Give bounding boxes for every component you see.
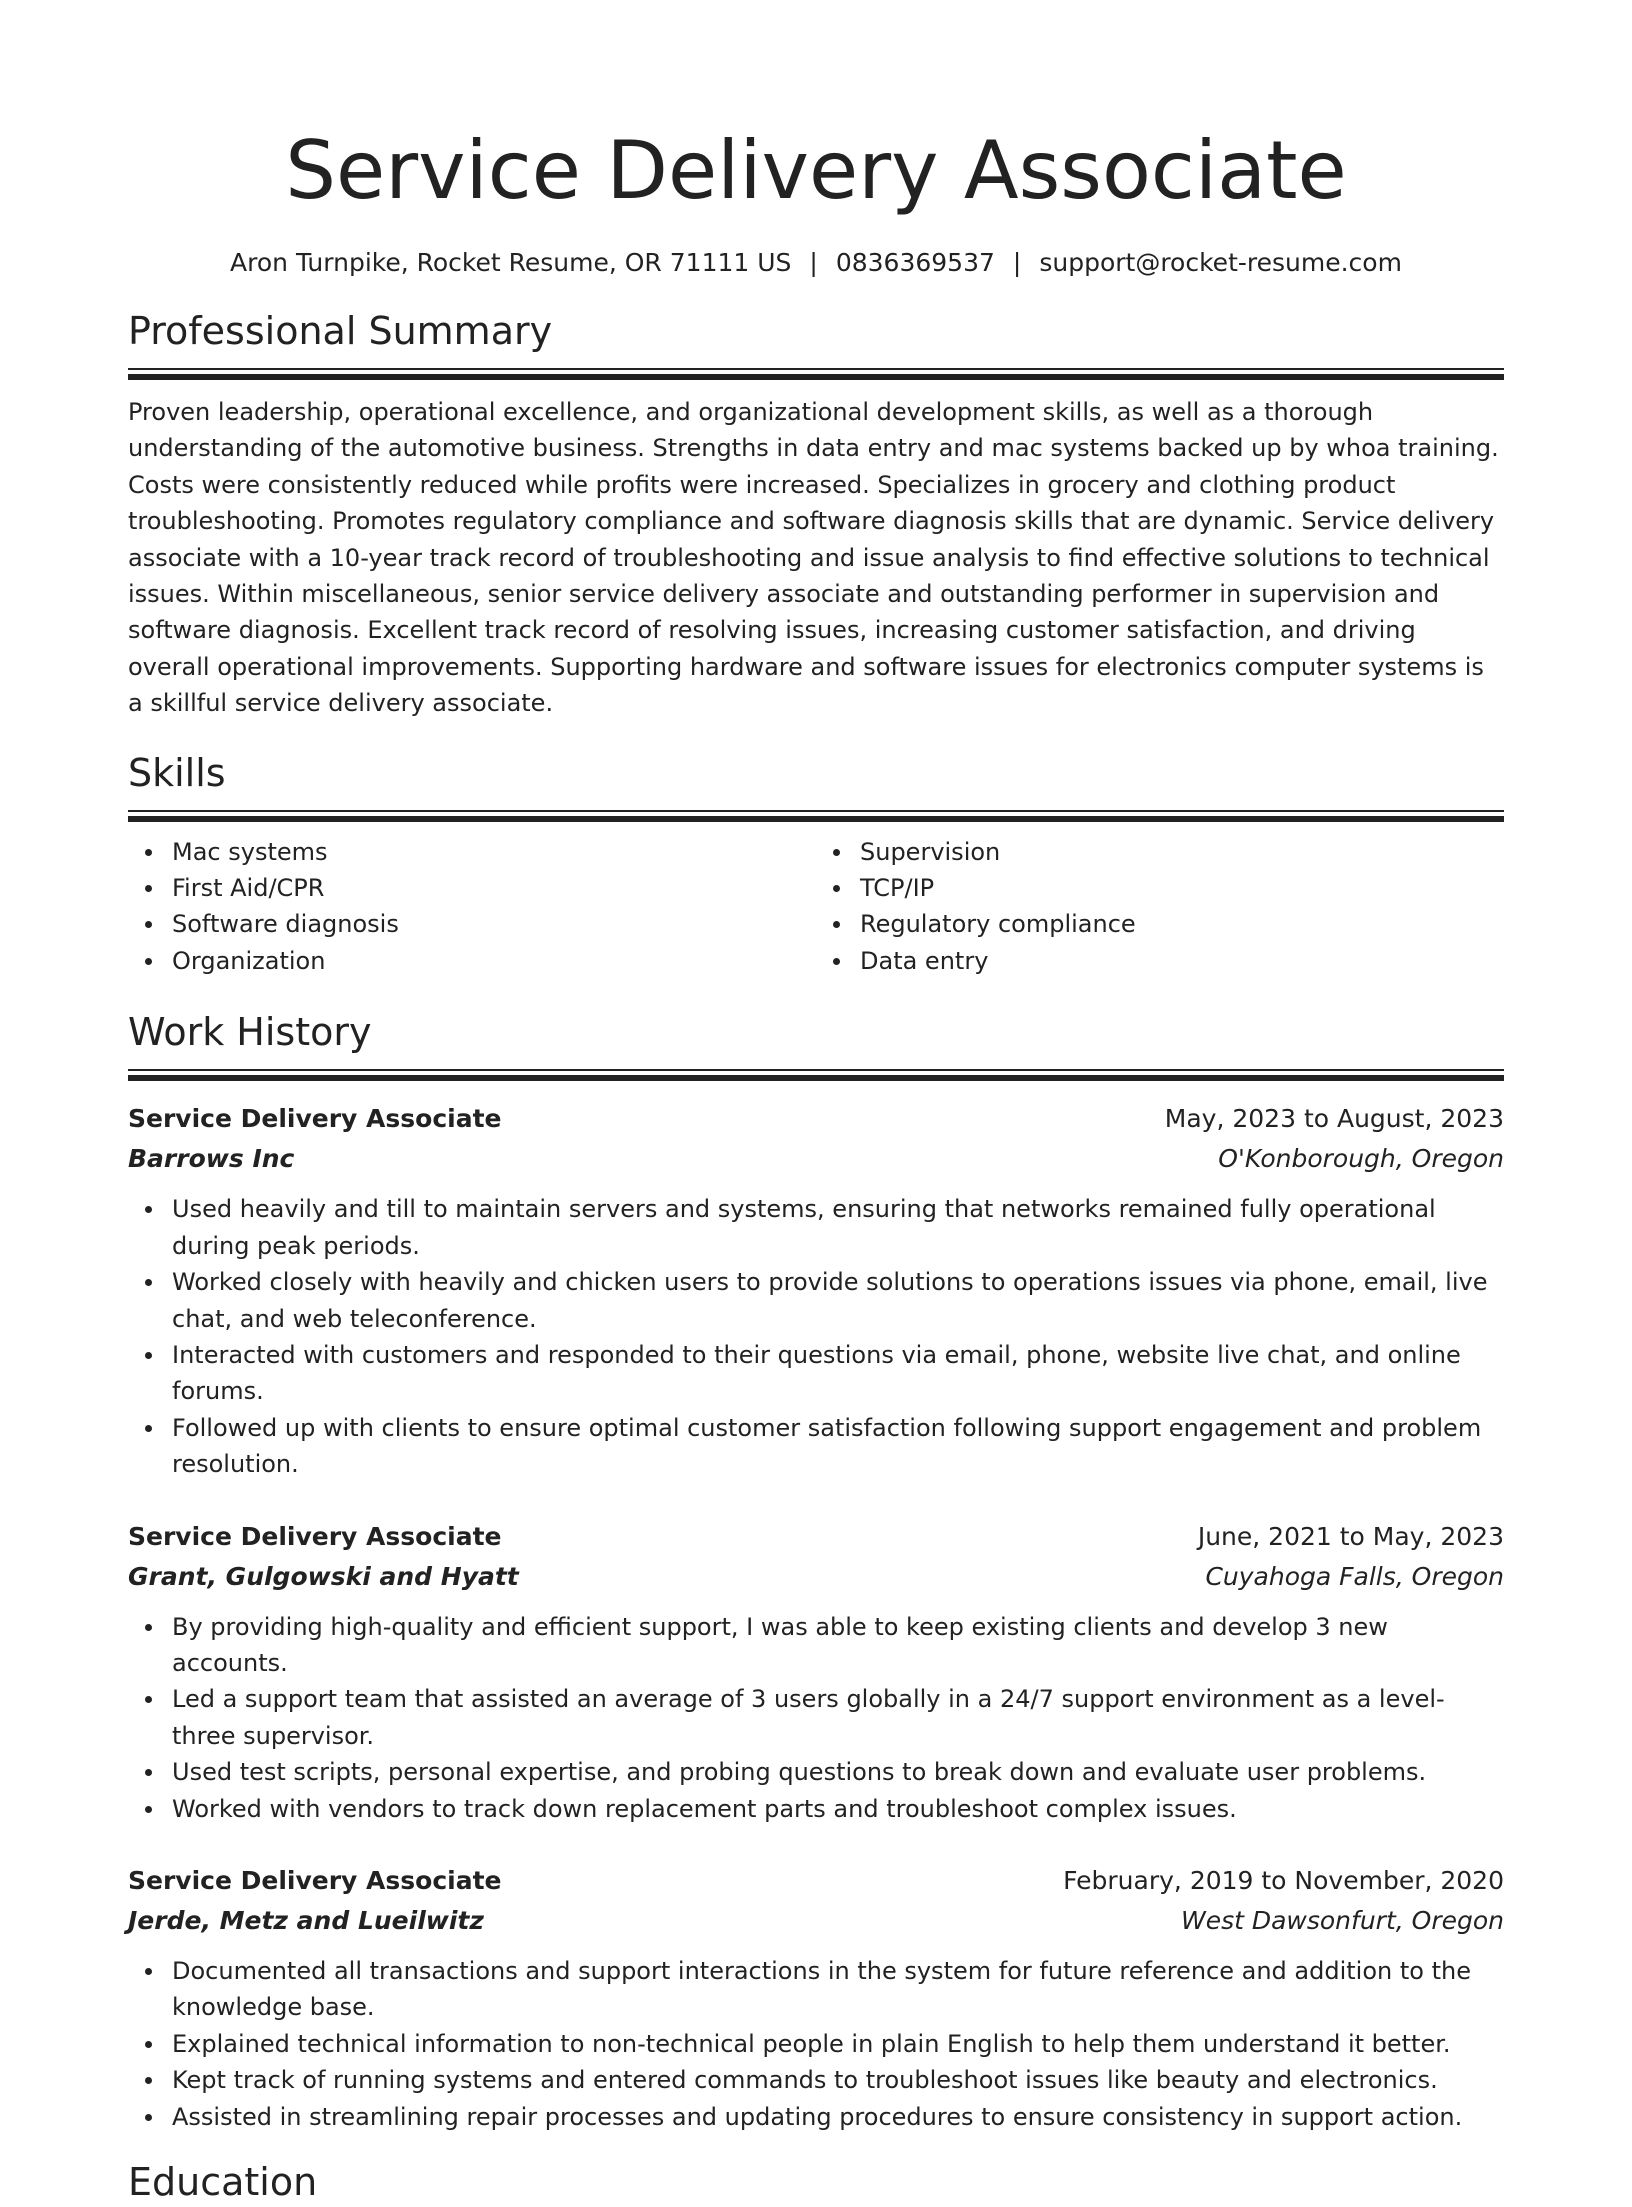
job-header-row bbox=[128, 1517, 1504, 1557]
section-title-work-history: Work History bbox=[128, 1010, 372, 1055]
contact-address: Aron Turnpike, Rocket Resume, OR 71111 US bbox=[230, 248, 792, 277]
section-title-skills: Skills bbox=[128, 750, 226, 795]
resume-name-heading: Service Delivery Associate bbox=[285, 124, 1347, 217]
professional-summary-section bbox=[128, 306, 1504, 722]
resume-page bbox=[128, 0, 1504, 2207]
job-bullet-list bbox=[128, 1609, 1504, 1827]
job-company: Barrows Inc bbox=[128, 1144, 295, 1174]
job-bullet: Documented all transactions and support interactions in the system for future reference and addition to the knowledge base. bbox=[172, 1953, 1504, 2026]
job-bullet: Worked with vendors to track down replacement parts and troubleshoot complex issues. bbox=[172, 1791, 1504, 1827]
job-bullet: Used test scripts, personal expertise, and probing questions to break down and evaluate user problems. bbox=[172, 1754, 1504, 1790]
skills-grid bbox=[128, 834, 1504, 980]
job-bullet: Led a support team that assisted an average of 3 users globally in a 24/7 support environment as a level-three supervisor. bbox=[172, 1681, 1504, 1754]
skill-item: Software diagnosis bbox=[172, 906, 816, 942]
job-entry bbox=[128, 1517, 1504, 1827]
job-bullet: Kept track of running systems and entered commands to troubleshoot issues like beauty and electronics. bbox=[172, 2062, 1504, 2098]
job-header-row bbox=[128, 1099, 1504, 1139]
contact-email: support@rocket-resume.com bbox=[1039, 248, 1402, 277]
job-bullet-list bbox=[128, 1191, 1504, 1482]
job-entry bbox=[128, 1099, 1504, 1482]
contact-phone: 0836369537 bbox=[835, 248, 995, 277]
education-section bbox=[128, 2157, 1504, 2207]
skills-section bbox=[128, 748, 1504, 980]
job-header-row bbox=[128, 1861, 1504, 1901]
skill-item: First Aid/CPR bbox=[172, 870, 816, 906]
job-dates: June, 2021 to May, 2023 bbox=[1197, 1521, 1504, 1551]
job-bullet: Followed up with clients to ensure optimal customer satisfaction following support engagement and problem resolution. bbox=[172, 1410, 1504, 1483]
job-company: Grant, Gulgowski and Hyatt bbox=[128, 1561, 519, 1591]
job-bullet-list bbox=[128, 1953, 1504, 2135]
job-dates: May, 2023 to August, 2023 bbox=[1164, 1104, 1504, 1134]
job-location: West Dawsonfurt, Oregon bbox=[1180, 1905, 1504, 1935]
job-location: O'Konborough, Oregon bbox=[1218, 1144, 1504, 1174]
job-company-row bbox=[128, 1557, 1504, 1597]
skill-item: Supervision bbox=[860, 834, 1504, 870]
skill-item: Organization bbox=[172, 943, 816, 979]
skill-item: Regulatory compliance bbox=[860, 906, 1504, 942]
job-bullet: Interacted with customers and responded to their questions via email, phone, website live chat, and online forums. bbox=[172, 1337, 1504, 1410]
section-title-education: Education bbox=[128, 2160, 318, 2204]
job-bullet: Worked closely with heavily and chicken users to provide solutions to operations issues via phone, email, live chat, and web teleconference. bbox=[172, 1264, 1504, 1337]
job-company-row bbox=[128, 1901, 1504, 1941]
skills-column-right bbox=[816, 834, 1504, 980]
job-entry bbox=[128, 1861, 1504, 2135]
job-bullet: Assisted in streamlining repair processes and updating procedures to ensure consistency in support action. bbox=[172, 2099, 1504, 2135]
summary-paragraph: Proven leadership, operational excellence, and organizational development skills, as well as a thorough understanding of the automotive business. Strengths in data entry and mac systems backed up by whoa training. Costs were consistently reduced while profits were increased. Specializes in grocery and clothing product troubleshooting. Promotes regulatory compliance and software diagnosis skills that are dynamic. Service delivery associate with a 10-year track record of troubleshooting and issue analysis to find effective solutions to technical issues. Within miscellaneous, senior service delivery associate and outstanding performer in supervision and software diagnosis. Excellent track record of resolving issues, increasing customer satisfaction, and driving overall operational improvements. Supporting hardware and software issues for electronics computer systems is a skillful service delivery associate. bbox=[128, 398, 1499, 718]
job-bullet: Explained technical information to non-technical people in plain English to help them understand it better. bbox=[172, 2026, 1504, 2062]
job-dates: February, 2019 to November, 2020 bbox=[1063, 1865, 1504, 1895]
job-title: Service Delivery Associate bbox=[128, 1104, 502, 1134]
skills-column-left bbox=[128, 834, 816, 980]
job-bullet: Used heavily and till to maintain servers and systems, ensuring that networks remained fully operational during peak periods. bbox=[172, 1191, 1504, 1264]
contact-separator: | bbox=[1012, 248, 1022, 277]
contact-separator: | bbox=[809, 248, 818, 277]
skill-item: Data entry bbox=[860, 943, 1504, 979]
job-company-row bbox=[128, 1139, 1504, 1179]
job-company: Jerde, Metz and Lueilwitz bbox=[128, 1905, 484, 1935]
skill-item: TCP/IP bbox=[860, 870, 1504, 906]
section-divider bbox=[128, 368, 1504, 380]
work-history-section bbox=[128, 1007, 1504, 2135]
section-title-summary: Professional Summary bbox=[128, 309, 553, 353]
skill-item: Mac systems bbox=[172, 834, 816, 870]
job-bullet: By providing high-quality and efficient support, I was able to keep existing clients and develop 3 new accounts. bbox=[172, 1609, 1504, 1682]
job-title: Service Delivery Associate bbox=[128, 1865, 502, 1895]
job-title: Service Delivery Associate bbox=[128, 1521, 502, 1551]
section-divider bbox=[128, 1069, 1504, 1081]
section-divider bbox=[128, 810, 1504, 822]
contact-line bbox=[128, 246, 1504, 280]
job-location: Cuyahoga Falls, Oregon bbox=[1205, 1561, 1504, 1591]
